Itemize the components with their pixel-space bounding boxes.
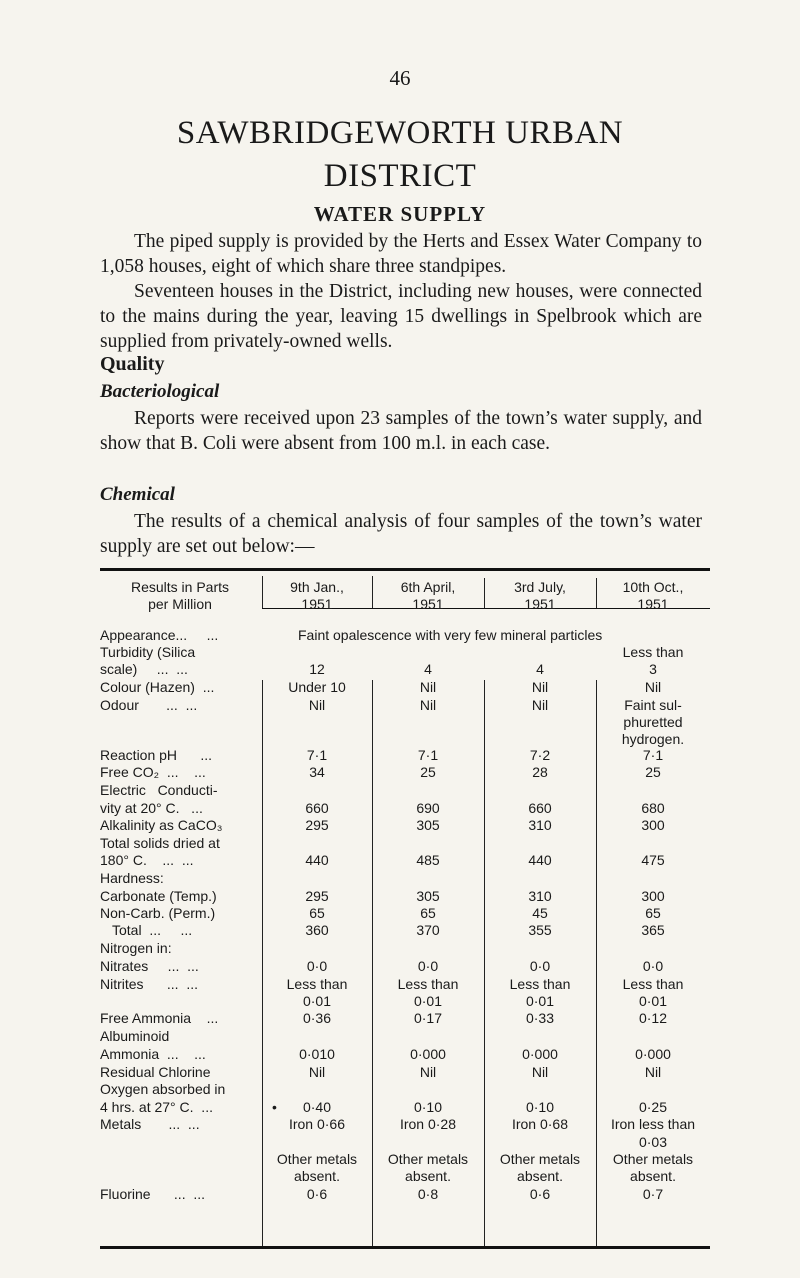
section-title: WATER SUPPLY [313, 202, 487, 226]
row-label-turbidity: Turbidity (Silica [100, 644, 196, 660]
row-label-nitrates: Nitrates ... ... [100, 958, 199, 974]
row-label-albuminoid-2: Ammonia ... ... [100, 1046, 206, 1062]
row-label-appearance: Appearance... ... [100, 627, 219, 643]
value-cell: Less than [622, 976, 684, 992]
value-cell: 660 [305, 800, 329, 816]
paragraph-chemical: The results of a chemical analysis of four samples of the town’s water supply are set out below:— [100, 511, 702, 557]
value-cell: 7·1 [306, 747, 328, 763]
row-label-chlorine: Residual Chlorine [100, 1064, 211, 1080]
oxygen-mark: • [272, 1099, 277, 1115]
chemical-heading: Chemical [100, 484, 175, 505]
value-cell: Nil [644, 679, 662, 695]
value-cell: 0·0 [417, 958, 439, 974]
value-cell: 0·01 [302, 993, 332, 1009]
value-cell: Nil [644, 1064, 662, 1080]
value-cell: 0·7 [642, 1186, 664, 1202]
value-cell: 0·10 [413, 1099, 443, 1115]
value-cell: 0·8 [417, 1186, 439, 1202]
value-cell: Iron 0·28 [399, 1116, 457, 1132]
row-label-ph: Reaction pH ... [100, 747, 213, 763]
row-label-carbonate: Carbonate (Temp.) [100, 888, 217, 904]
value-cell: 4 [536, 661, 544, 677]
value-cell: 0·010 [299, 1046, 335, 1062]
value-cell: 65 [645, 905, 661, 921]
row-label-metals: Metals ... ... [100, 1116, 200, 1132]
value-cell: absent. [630, 1168, 676, 1184]
value-cell: Less than [509, 976, 571, 992]
value-cell: absent. [405, 1168, 451, 1184]
row-label-fluorine: Fluorine ... ... [100, 1186, 206, 1202]
value-cell: 65 [309, 905, 325, 921]
header-date-oct: 10th Oct., 1951 [622, 579, 684, 612]
value-cell: 0·6 [529, 1186, 551, 1202]
row-label-nitrogen: Nitrogen in: [100, 940, 172, 956]
value-cell: 7·2 [529, 747, 551, 763]
value-cell: 660 [528, 800, 552, 816]
value-cell: 370 [416, 922, 440, 938]
value-cell: 7·1 [642, 747, 664, 763]
value-cell: 680 [641, 800, 665, 816]
appearance-value: Faint opalescence with very few mineral particles [298, 627, 603, 643]
row-label-solids: Total solids dried at [100, 835, 220, 851]
value-cell: 0·40 [302, 1099, 332, 1115]
value-cell: 0·0 [306, 958, 328, 974]
value-cell: 34 [309, 764, 325, 780]
value-cell: 0·17 [413, 1010, 443, 1026]
value-cell: 475 [641, 852, 665, 868]
value-cell: 0·0 [642, 958, 664, 974]
value-cell: 310 [528, 888, 552, 904]
turbidity-note: Less than [622, 644, 684, 660]
value-cell: Nil [531, 1064, 549, 1080]
header-label: Results in Parts per Million [130, 579, 230, 612]
value-cell: 3 [649, 661, 657, 677]
table-bottom-rule [100, 1246, 710, 1249]
value-cell: 0·6 [306, 1186, 328, 1202]
value-cell: 365 [641, 922, 665, 938]
row-label-total: Total ... ... [112, 922, 193, 938]
value-cell: 295 [305, 888, 329, 904]
row-label-conductivity: Electric Conducti- [100, 782, 218, 798]
value-cell: Nil [531, 697, 549, 713]
value-cell: absent. [517, 1168, 563, 1184]
value-cell: 0·01 [638, 993, 668, 1009]
value-cell: Nil [419, 1064, 437, 1080]
value-cell: 0·12 [638, 1010, 668, 1026]
value-cell: Nil [419, 679, 437, 695]
value-cell: 360 [305, 922, 329, 938]
value-cell: 0·33 [525, 1010, 555, 1026]
value-cell: 4 [424, 661, 432, 677]
value-cell: 310 [528, 817, 552, 833]
value-cell: 300 [641, 888, 665, 904]
row-label-free-ammonia: Free Ammonia ... [100, 1010, 219, 1026]
row-label-alkalinity: Alkalinity as CaCO₃ [100, 817, 223, 833]
value-cell: 0·0 [529, 958, 551, 974]
value-cell: Iron 0·66 [288, 1116, 346, 1132]
row-label-colour: Colour (Hazen) ... [100, 679, 215, 695]
value-cell: 0·000 [410, 1046, 446, 1062]
value-cell: 355 [528, 922, 552, 938]
page-title [0, 112, 800, 198]
value-cell: 0·10 [525, 1099, 555, 1115]
paragraph-supply: The piped supply is provided by the Herts and Essex Water Company to 1,058 houses, eight of which share three standpipes. [100, 231, 702, 277]
value-cell: 12 [309, 661, 325, 677]
value-cell: 0·25 [638, 1099, 668, 1115]
title-line-1: SAWBRIDGEWORTH URBAN [176, 115, 624, 151]
value-cell: absent. [294, 1168, 340, 1184]
value-cell: 690 [416, 800, 440, 816]
header-date-apr: 6th April, 1951 [400, 579, 456, 612]
value-cell: 305 [416, 888, 440, 904]
value-cell: Other metals [499, 1151, 581, 1167]
value-cell: 25 [645, 764, 661, 780]
row-label-solids-2: 180° C. ... ... [100, 852, 194, 868]
value-cell: Nil [419, 697, 437, 713]
value-cell: Nil [531, 679, 549, 695]
value-cell: Other metals [276, 1151, 358, 1167]
row-label-oxygen: Oxygen absorbed in [100, 1081, 226, 1097]
table-top-rule [100, 568, 710, 571]
value-cell: 440 [528, 852, 552, 868]
row-label-noncarb: Non-Carb. (Perm.) [100, 905, 216, 921]
value-cell: 305 [416, 817, 440, 833]
row-label-conductivity-2: vity at 20° C. ... [100, 800, 203, 816]
row-label-nitrites: Nitrites ... ... [100, 976, 199, 992]
row-label-odour: Odour ... ... [100, 697, 198, 713]
value-cell: 28 [532, 764, 548, 780]
paragraph-bacteriological: Reports were received upon 23 samples of the town’s water supply, and show that B. Coli were absent from 100 m.l. in each case. [100, 408, 702, 454]
value-cell: Faint sul- [624, 697, 682, 713]
value-cell: 0·000 [522, 1046, 558, 1062]
value-cell: Other metals [387, 1151, 469, 1167]
value-cell: 0·01 [413, 993, 443, 1009]
value-cell: Nil [308, 697, 326, 713]
row-label-hardness: Hardness: [100, 870, 164, 886]
title-line-2: DISTRICT [323, 158, 477, 194]
value-cell: Under 10 [288, 679, 346, 695]
value-cell: Iron 0·68 [511, 1116, 569, 1132]
value-cell: 0·01 [525, 993, 555, 1009]
header-date-jul: 3rd July, 1951 [514, 579, 566, 612]
value-cell: Less than [397, 976, 459, 992]
odour-note: hydrogen. [621, 731, 685, 747]
value-cell: 45 [532, 905, 548, 921]
value-cell: Other metals [612, 1151, 694, 1167]
value-cell: Nil [308, 1064, 326, 1080]
odour-note: phuretted [623, 714, 683, 730]
row-label-oxygen-2: 4 hrs. at 27° C. ... [100, 1099, 213, 1115]
bacteriological-heading: Bacteriological [100, 381, 220, 402]
value-cell: 65 [420, 905, 436, 921]
value-cell: 485 [416, 852, 440, 868]
value-cell: 440 [305, 852, 329, 868]
value-cell: 295 [305, 817, 329, 833]
header-date-jan: 9th Jan., 1951 [290, 579, 344, 612]
value-cell: 0·000 [635, 1046, 671, 1062]
row-label-turbidity-2: scale) ... ... [100, 661, 188, 677]
value-cell: 0·36 [302, 1010, 332, 1026]
row-label-albuminoid: Albuminoid [100, 1028, 170, 1044]
page-number: 46 [389, 66, 411, 90]
metals-extra: 0·03 [638, 1134, 668, 1150]
paragraph-connections: Seventeen houses in the District, including new houses, were connected to the mains during the year, leaving 15 dwellings in Spelbrook which are supplied from privately-owned wells. [100, 281, 702, 352]
value-cell: Iron less than [610, 1116, 696, 1132]
value-cell: Less than [286, 976, 348, 992]
quality-heading: Quality [100, 353, 165, 375]
value-cell: 7·1 [417, 747, 439, 763]
value-cell: 25 [420, 764, 436, 780]
row-label-co2: Free CO₂ ... ... [100, 764, 206, 780]
value-cell: 300 [641, 817, 665, 833]
